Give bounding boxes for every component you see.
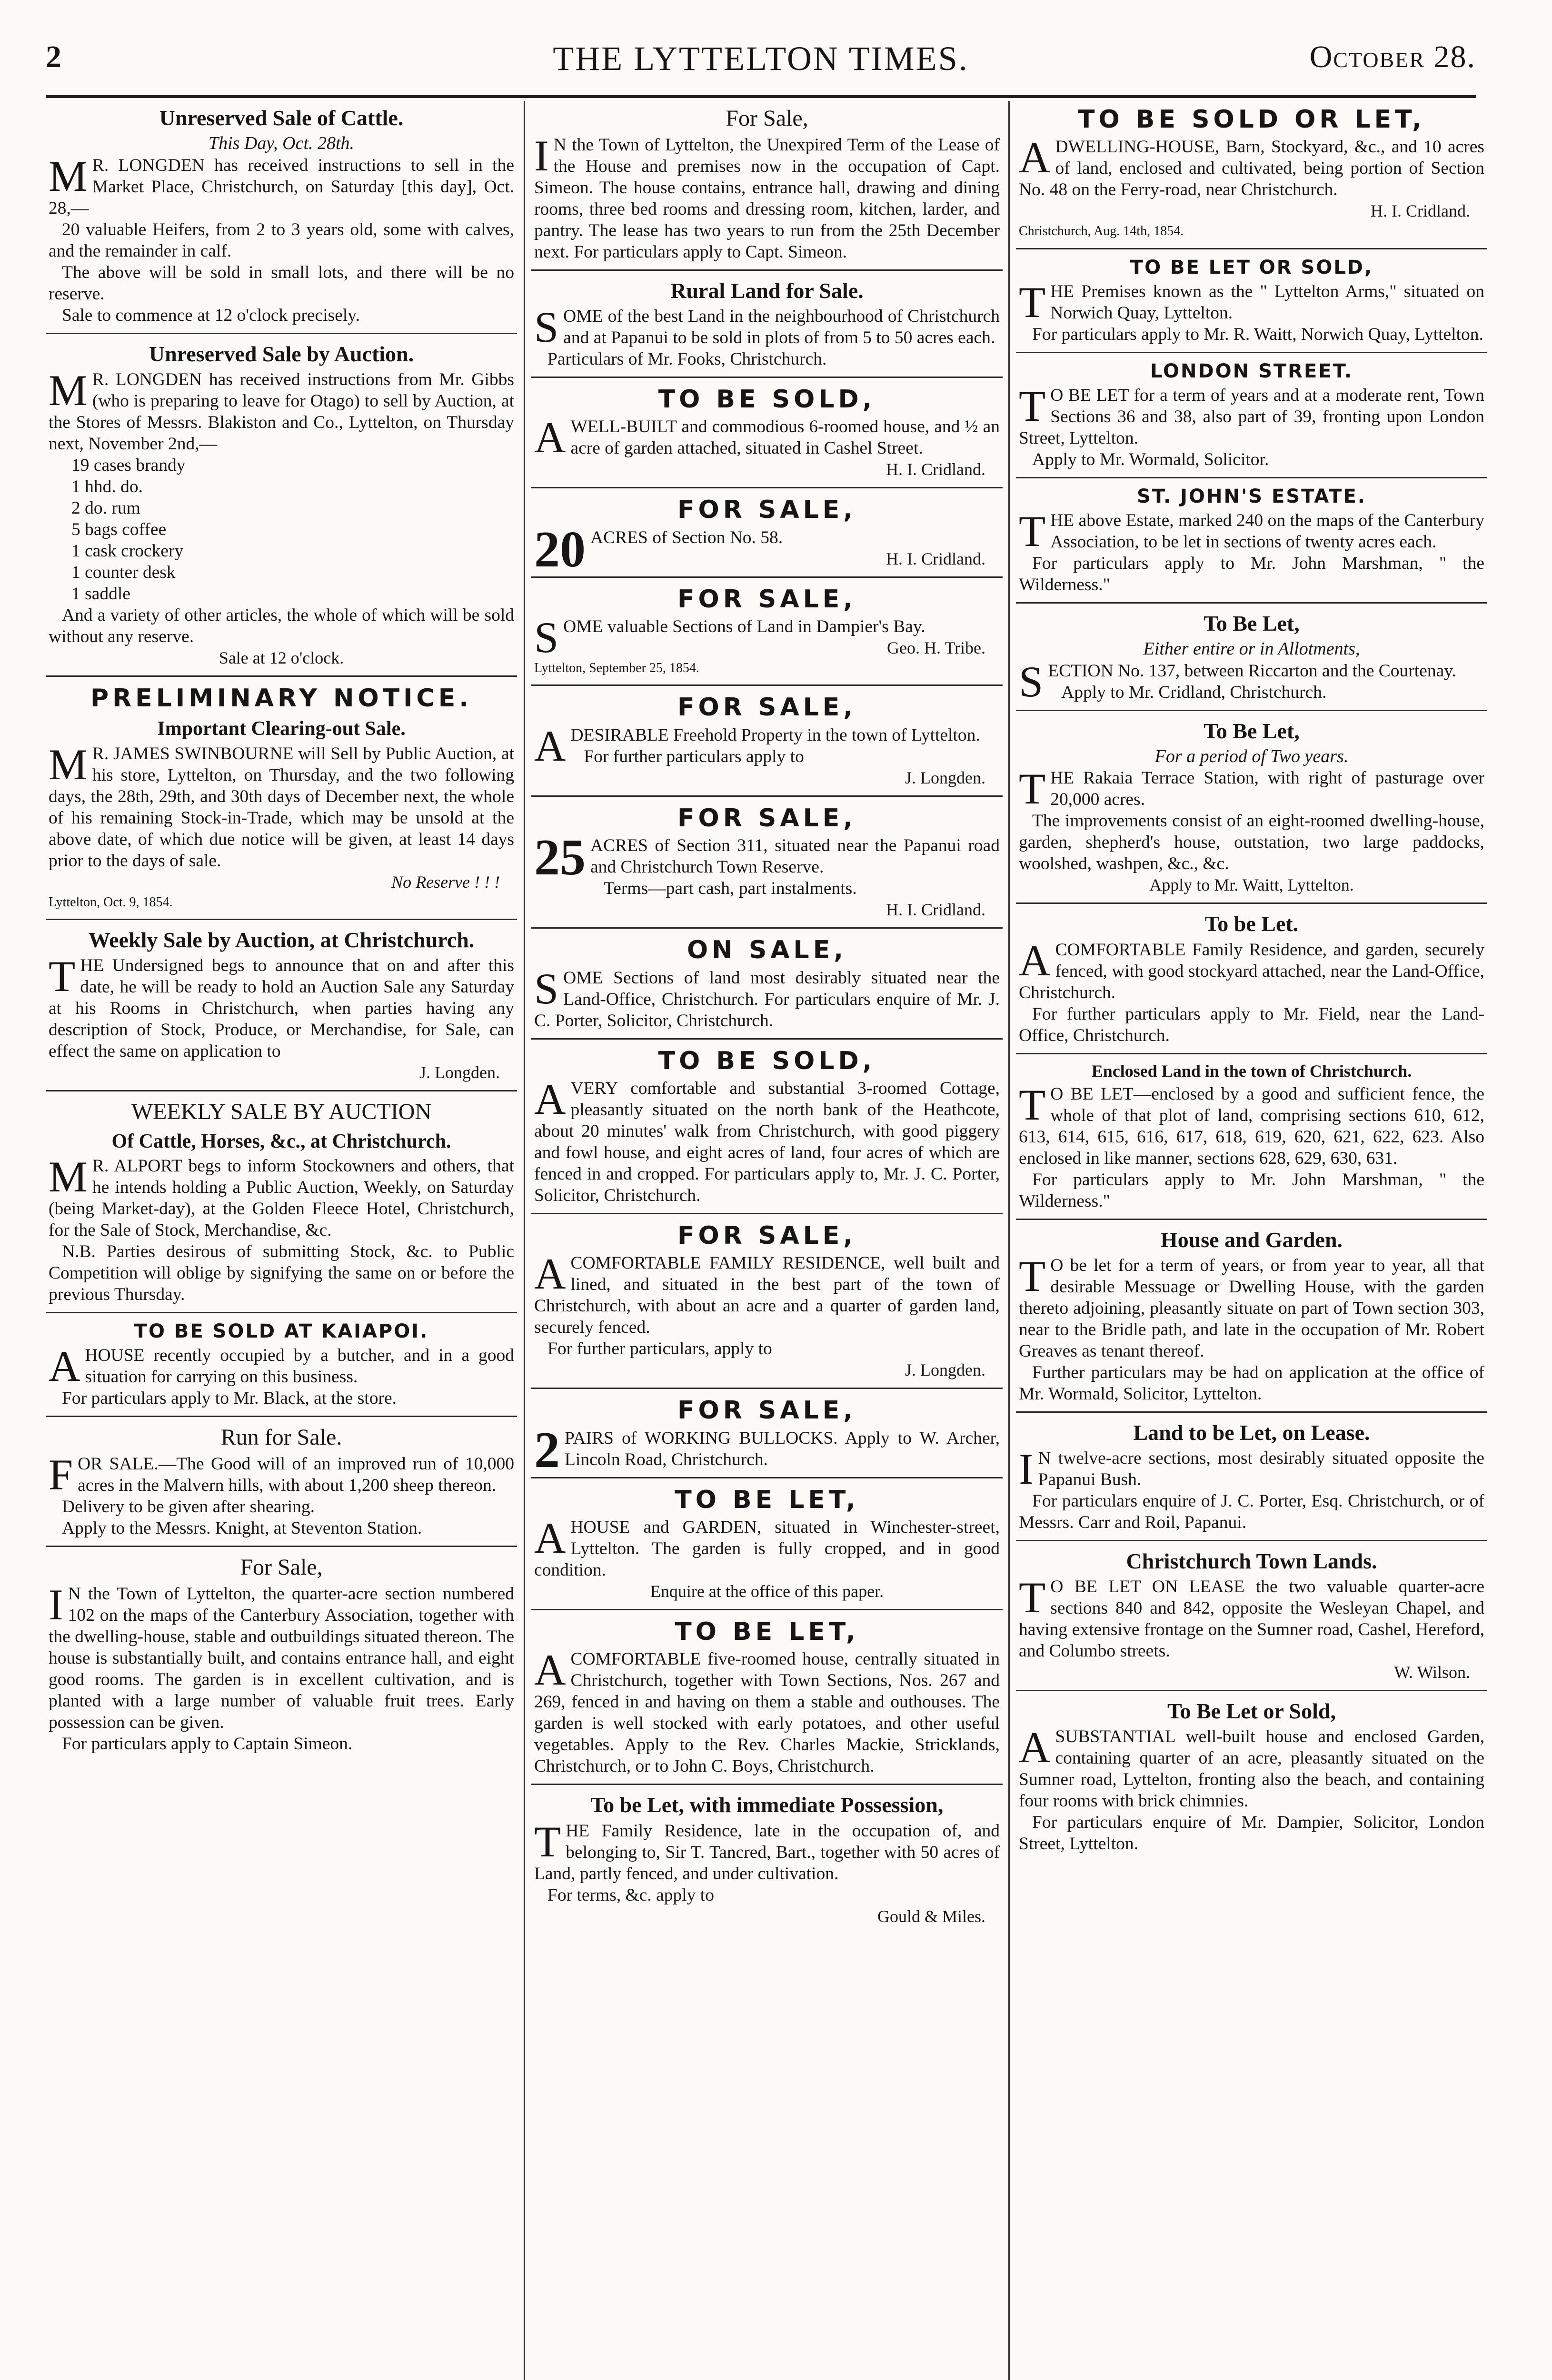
ad-cottage-heathcote <box>531 1046 1003 1214</box>
ad-heading: FOR SALE, <box>677 1221 856 1250</box>
list-item: 2 do. rum <box>71 498 140 518</box>
ad-body <box>534 1252 1000 1338</box>
drop-cap: S <box>534 964 559 1013</box>
ad-body <box>534 131 1000 263</box>
ad-text: Apply to the Messrs. Knight, at Steventon Station. <box>62 1518 422 1538</box>
ad-heading: For Sale, <box>240 1554 323 1580</box>
large-numeral: 20 <box>534 521 586 578</box>
ad-heading: Unreserved Sale by Auction. <box>149 341 414 366</box>
drop-cap: A <box>534 413 566 462</box>
ad-date: Lyttelton, Oct. 9, 1854. <box>49 894 173 910</box>
list-item: 1 cask crockery <box>71 541 184 561</box>
ad-text: For particulars apply to Mr. R. Waitt, Norwich Quay, Lyttelton. <box>1032 324 1483 344</box>
ad-signature: Geo. H. Tribe. <box>886 638 985 657</box>
ad-body <box>1019 1573 1484 1662</box>
ad-signature: W. Wilson. <box>1394 1663 1470 1682</box>
masthead-rule <box>46 95 1476 98</box>
ad-heading: Weekly Sale by Auction, at Christchurch. <box>88 928 475 952</box>
ad-rural-land <box>531 278 1003 378</box>
ad-body <box>1019 506 1484 555</box>
ad-text: VERY comfortable and substantial 3-roomed Cottage, pleasantly situated on the north bank of the Heathcote, about 20 minutes' walk from Christchurch, with good piggery and fowl house, and eight acres of land, four acres of which are fenced in and cropped. For particulars apply to, Mr. J. C. Porter, Solicitor, Christchurch. <box>534 1078 1000 1205</box>
ad-heading: LONDON STREET. <box>1150 360 1353 382</box>
drop-cap: M <box>49 151 88 200</box>
ad-body <box>1019 936 1484 1003</box>
ad-signature: H. I. Cridland. <box>1371 201 1470 221</box>
ad-weekly-sale-christchurch <box>46 927 517 1091</box>
ad-heading: Christchurch Town Lands. <box>1126 1549 1377 1574</box>
drop-cap: I <box>534 131 549 180</box>
ad-text: COMFORTABLE five-roomed house, centrally situated in Christchurch, together with Town Sections, Nos. 267 and 269, fenced in and having on them a stable and outhouses. The garden is well stocked with early potatoes, and other useful vegetables. Apply to the Rev. Charles Mackie, Stricklands, Christchurch, or to John C. Boys, Christchurch. <box>534 1649 1000 1776</box>
drop-cap: S <box>534 613 559 662</box>
ad-family-residence <box>531 1221 1003 1389</box>
column-2 <box>531 101 1003 1941</box>
ad-text: N the Town of Lyttelton, the quarter-acre section numbered 102 on the maps of the Canterbury Association, together with the dwelling-house, stable and outbuildings situated thereon. The house is substantially built, and contains entrance hall, and eight good rooms. The garden is in excellent cultivation, and is planted with a large number of valuable fruit trees. Early possession can be given. <box>49 1584 514 1732</box>
ad-to-be-sold-cashel <box>531 385 1003 488</box>
ad-on-sale <box>531 935 1003 1039</box>
ad-immediate-possession <box>531 1792 1003 1934</box>
ad-dampiers-bay <box>531 585 1003 686</box>
ad-text: For particulars apply to Mr. Black, at the store. <box>62 1388 397 1408</box>
ad-heading: FOR SALE, <box>677 585 856 614</box>
column-3 <box>1016 101 1487 1868</box>
drop-cap: M <box>49 1152 88 1201</box>
drop-cap: A <box>534 1646 566 1695</box>
drop-cap: T <box>1019 1251 1046 1300</box>
ad-text: HOUSE recently occupied by a butcher, and in a good situation for carrying on this business. <box>85 1346 514 1387</box>
list-item: 19 cases brandy <box>71 455 186 475</box>
ad-body <box>1019 1445 1484 1494</box>
ad-text: R. LONGDEN has received instructions to sell in the Market Place, Christchurch, on Saturday [this day], Oct. 28,— <box>49 155 514 218</box>
ad-st-johns-estate <box>1016 485 1487 604</box>
ad-land-on-lease <box>1016 1419 1487 1541</box>
ad-body <box>534 1648 1000 1777</box>
drop-cap: A <box>534 1074 566 1123</box>
ad-heading: To Be Let, <box>1204 718 1300 743</box>
ad-body <box>1019 1723 1484 1812</box>
ad-text: HE Family Residence, late in the occupation of, and belonging to, Sir T. Tancred, Bart., together with 50 acres of Land, partly fenced, and under cultivation. <box>534 1821 1000 1884</box>
ad-text: O BE LET for a term of years and at a moderate rent, Town Sections 36 and 38, also part of 39, fronting upon London Street, Lyttelton. <box>1019 385 1484 448</box>
ad-subheading: For a period of Two years. <box>1154 746 1349 766</box>
ad-signature: H. I. Cridland. <box>886 900 985 920</box>
drop-cap: T <box>49 952 76 1001</box>
ad-body <box>49 1152 514 1241</box>
ad-text: The improvements consist of an eight-roomed dwelling-house, garden, shepherd's house, outstation, two large paddocks, woolshed, washpen, &c., &c. <box>1019 811 1484 874</box>
ad-text: R. JAMES SWINBOURNE will Sell by Public Auction, at his store, Lyttelton, on Thursday, and the two following days, the 28th, 29th, and 30th days of December next, the whole of his remaining Stock-in-Trade, which may be unsold at the above date, of which due notice will be given, at least 14 days prior to the days of sale. <box>49 744 514 871</box>
ad-heading: To Be Let or Sold, <box>1167 1699 1336 1724</box>
ad-heading: FOR SALE, <box>677 496 856 525</box>
ad-text: Particulars of Mr. Fooks, Christchurch. <box>547 349 827 369</box>
ad-body <box>49 151 514 219</box>
ad-heading: Rural Land for Sale. <box>670 278 864 303</box>
ad-text: PAIRS of WORKING BULLOCKS. Apply to W. Archer, Lincoln Road, Christchurch. <box>565 1428 1000 1469</box>
drop-cap: T <box>1019 381 1046 430</box>
drop-cap: T <box>1019 506 1046 555</box>
ad-text: Sale at 12 o'clock. <box>219 648 344 667</box>
drop-cap: M <box>49 740 88 789</box>
ad-text: Enquire at the office of this paper. <box>650 1582 884 1601</box>
ad-preliminary-notice <box>46 684 517 920</box>
ad-text: COMFORTABLE FAMILY RESIDENCE, well built and lined, and situated in the best part of the town of Christchurch, with about an acre and a quarter of garden land, securely fenced. <box>534 1253 1000 1338</box>
ad-heading: ST. JOHN'S ESTATE. <box>1137 485 1366 507</box>
ad-heading: TO BE LET, <box>675 1485 859 1514</box>
ad-date: Christchurch, Aug. 14th, 1854. <box>1019 224 1184 239</box>
ad-body <box>1019 133 1484 200</box>
ad-text: ECTION No. 137, between Riccarton and the Courtenay. <box>1048 661 1456 681</box>
ad-body <box>49 1342 514 1391</box>
ad-house-and-garden <box>1016 1227 1487 1413</box>
ad-heading: TO BE SOLD OR LET, <box>1078 105 1425 134</box>
ad-text: HE above Estate, marked 240 on the maps of the Canterbury Association, to be let in sections of twenty acres each. <box>1050 510 1484 552</box>
drop-cap: I <box>1019 1445 1034 1494</box>
ad-text: For particulars apply to Captain Simeon. <box>62 1734 353 1754</box>
ad-heading: ON SALE, <box>687 936 847 965</box>
ad-body <box>534 1817 1000 1884</box>
drop-cap: T <box>1019 764 1046 813</box>
ad-unreserved-auction <box>46 341 517 677</box>
ad-text: OR SALE.—The Good will of an improved run of 10,000 acres in the Malvern hills, with about 1,200 sheep thereon. <box>78 1454 514 1495</box>
ad-signature: H. I. Cridland. <box>886 549 985 568</box>
ad-rakaia-station <box>1016 718 1487 904</box>
ad-body <box>1019 764 1484 813</box>
drop-cap: M <box>49 366 88 415</box>
ad-heading: Enclosed Land in the town of Christchurch. <box>1091 1061 1412 1081</box>
ad-text: For terms, &c. apply to <box>547 1885 714 1905</box>
ad-heading: To Be Let, <box>1204 611 1300 635</box>
column-1 <box>46 101 517 1768</box>
ad-heading: To be Let, with immediate Possession, <box>590 1793 944 1817</box>
drop-cap: A <box>534 1514 566 1563</box>
ad-kaiapoi <box>46 1320 517 1417</box>
ad-text: For further particulars apply to Mr. Field, near the Land-Office, Christchurch. <box>1019 1004 1484 1045</box>
ad-text: No Reserve ! ! ! <box>391 872 500 892</box>
ad-signature: J. Longden. <box>905 768 985 787</box>
ad-body <box>534 1074 1000 1206</box>
drop-cap: F <box>49 1450 73 1499</box>
ad-text: For particulars apply to Mr. John Marshman, " the Wilderness." <box>1019 553 1484 595</box>
ad-body <box>534 302 1000 351</box>
ad-subheading: Important Clearing-out Sale. <box>157 718 406 740</box>
masthead <box>46 39 1476 91</box>
ad-text: COMFORTABLE Family Residence, and garden, securely fenced, with good stockyard attached, near the Land-Office, Christchurch. <box>1019 940 1484 1002</box>
large-numeral: 25 <box>534 829 586 886</box>
large-numeral: 2 <box>534 1421 560 1478</box>
ad-section-137 <box>1016 610 1487 711</box>
drop-cap: A <box>1019 133 1051 182</box>
ad-text: Further particulars may be had on application at the office of Mr. Wormald, Solicitor, Lyttelton. <box>1019 1362 1484 1404</box>
ad-signature: H. I. Cridland. <box>886 460 985 479</box>
ad-heading: Run for Sale. <box>220 1425 342 1450</box>
newspaper-title: THE LYTTELTON TIMES. <box>553 40 969 78</box>
ad-twenty-acres <box>531 495 1003 577</box>
drop-cap: A <box>1019 936 1051 985</box>
drop-cap: I <box>49 1580 63 1629</box>
ad-run-for-sale <box>46 1424 517 1547</box>
ad-freehold-property <box>531 693 1003 796</box>
ad-text: OME valuable Sections of Land in Dampier's Bay. <box>563 616 925 636</box>
ad-body <box>1019 278 1484 327</box>
ad-text: HE Rakaia Terrace Station, with right of pasturage over 20,000 acres. <box>1050 768 1484 810</box>
ad-text: For particulars apply to Mr. John Marshman, " the Wilderness." <box>1019 1170 1484 1211</box>
ad-heading: TO BE SOLD, <box>658 385 876 414</box>
ad-body <box>534 1421 1000 1478</box>
ad-heading: To be Let. <box>1204 912 1299 936</box>
ad-subheading: This Day, Oct. 28th. <box>208 133 355 154</box>
ad-body <box>534 1514 1000 1581</box>
ad-comfortable-residence <box>1016 911 1487 1054</box>
ad-text: N the Town of Lyttelton, the Unexpired Term of the Lease of the House and premises now in the occupation of Capt. Simeon. The house contains, entrance hall, drawing and dining rooms, three bed rooms and dressing room, kitchen, larder, and pantry. The lease has two years to run from the 25th December next. For particulars apply to Capt. Simeon. <box>534 135 1000 262</box>
ad-text: ACRES of Section 311, situated near the Papanui road and Christchurch Town Reserve. <box>590 836 1000 877</box>
ad-text: 20 valuable Heifers, from 2 to 3 years old, some with calves, and the remainder in calf. <box>49 219 514 261</box>
ad-body <box>49 366 514 455</box>
ad-heading: FOR SALE, <box>677 693 856 722</box>
ad-heading: TO BE SOLD, <box>658 1046 876 1075</box>
ad-text: HE Premises known as the " Lyttelton Arms," situated on Norwich Quay, Lyttelton. <box>1050 281 1484 323</box>
ad-text: O BE LET—enclosed by a good and sufficient fence, the whole of that plot of land, comprising sections 610, 612, 613, 614, 615, 616, 617, 618, 619, 620, 621, 622, 623. Also enclosed in like manner, sections 628, 629, 630, 631. <box>1019 1084 1484 1168</box>
ad-five-roomed-house <box>531 1617 1003 1785</box>
ad-text: DESIRABLE Freehold Property in the town of Lyttelton. <box>570 725 980 745</box>
ad-text: Apply to Mr. Waitt, Lyttelton. <box>1149 875 1354 895</box>
ad-signature: J. Longden. <box>905 1360 985 1380</box>
ad-lyttelton-arms <box>1016 256 1487 353</box>
ad-text: O be let for a term of years, or from year to year, all that desirable Messuage or Dwelling House, with the garden thereto adjoining, pleasantly situate on part of Town section 303, near to the Bridle path, and late in the occupation of Mr. Robert Greaves as tenant thereof. <box>1019 1255 1484 1361</box>
drop-cap: A <box>49 1342 80 1391</box>
ad-subheading: Either entire or in Allotments, <box>1143 638 1360 659</box>
ad-twenty-five-acres <box>531 803 1003 929</box>
ad-date: Lyttelton, September 25, 1854. <box>534 660 699 675</box>
ad-text: ACRES of Section No. 58. <box>590 527 783 547</box>
ad-body <box>49 1450 514 1499</box>
ad-text: For further particulars apply to <box>584 746 804 766</box>
ad-text: For particulars enquire of Mr. Dampier, Solicitor, London Street, Lyttelton. <box>1019 1813 1484 1854</box>
drop-cap: T <box>1019 1573 1046 1622</box>
ad-house-and-garden-winchester <box>531 1485 1003 1610</box>
ad-text: SUBSTANTIAL well-built house and enclosed Garden, containing quarter of an acre, pleasantly situated on the Sumner road, Lyttelton, fronting also the beach, and containing four rooms with brick chimnies. <box>1019 1727 1484 1811</box>
ad-text: Terms—part cash, part instalments. <box>604 879 857 899</box>
drop-cap: S <box>534 302 559 351</box>
ad-text: For further particulars, apply to <box>547 1339 772 1359</box>
ad-text: DWELLING-HOUSE, Barn, Stockyard, &c., and 10 acres of land, enclosed and cultivated, being portion of Section No. 48 on the Ferry-road, near Christchurch. <box>1019 137 1484 200</box>
drop-cap: T <box>1019 1080 1046 1129</box>
ad-text: N.B. Parties desirous of submitting Stock, &c. to Public Competition will oblige by signifying the same on or before the previous Thursday. <box>49 1242 514 1305</box>
ad-text: WELL-BUILT and commodious 6-roomed house, and ½ an acre of garden attached, situated in Cashel Street. <box>570 417 1000 458</box>
ad-body <box>534 964 1000 1031</box>
drop-cap: A <box>534 721 566 770</box>
drop-cap: A <box>1019 1723 1051 1772</box>
list-item: 5 bags coffee <box>71 519 167 539</box>
ad-text: Apply to Mr. Wormald, Solicitor. <box>1032 449 1269 469</box>
ad-sold-or-let-dwelling <box>1016 105 1487 249</box>
ad-unreserved-cattle <box>46 105 517 334</box>
ad-text: Apply to Mr. Cridland, Christchurch. <box>1061 682 1327 702</box>
ad-body <box>1019 381 1484 449</box>
ad-body <box>534 829 1000 886</box>
issue-date: October 28. <box>1309 40 1476 74</box>
ad-enclosed-land <box>1016 1061 1487 1220</box>
drop-cap: T <box>534 1817 561 1866</box>
ad-signature: J. Longden. <box>419 1063 500 1082</box>
ad-let-or-sold-sumner <box>1016 1698 1487 1861</box>
ad-signature: Gould & Miles. <box>877 1906 985 1926</box>
page-number: 2 <box>46 40 61 74</box>
ad-text: For particulars enquire of J. C. Porter, Esq. Christchurch, or of Messrs. Carr and Roil, Papanui. <box>1019 1491 1484 1533</box>
ad-text: OME Sections of land most desirably situated near the Land-Office, Christchurch. For particulars enquire of Mr. J. C. Porter, Solicitor, Christchurch. <box>534 968 1000 1031</box>
ad-heading: TO BE LET OR SOLD, <box>1130 256 1373 278</box>
ad-body <box>49 740 514 872</box>
list-item: 1 hhd. do. <box>71 476 143 496</box>
ad-heading: Unreserved Sale of Cattle. <box>159 106 404 130</box>
ad-text: OME of the best Land in the neighbourhood of Christchurch and at Papanui to be sold in plots of from 5 to 50 acres each. <box>563 306 1000 347</box>
ad-london-street <box>1016 360 1487 478</box>
list-item: 1 saddle <box>71 584 130 604</box>
ad-weekly-sale-alport <box>46 1098 517 1313</box>
drop-cap: A <box>534 1250 566 1299</box>
drop-cap: T <box>1019 278 1046 327</box>
ad-text: Delivery to be given after shearing. <box>62 1497 315 1517</box>
ad-text: And a variety of other articles, the whole of which will be sold without any reserve. <box>49 605 514 646</box>
ad-body <box>49 952 514 1062</box>
ad-unexpired-lease <box>531 105 1003 271</box>
ad-subheading: Of Cattle, Horses, &c., at Christchurch. <box>111 1130 451 1152</box>
ad-heading: Land to be Let, on Lease. <box>1133 1420 1370 1445</box>
ad-heading: TO BE SOLD AT KAIAPOI. <box>134 1320 429 1343</box>
ad-heading: FOR SALE, <box>677 1396 856 1425</box>
ad-heading: FOR SALE, <box>677 803 856 833</box>
ad-text: O BE LET ON LEASE the two valuable quarter-acre sections 840 and 842, opposite the Wesleyan Chapel, and having extensive frontage on the Sumner road, Cashel, Hereford, and Columbo streets. <box>1019 1577 1484 1661</box>
ad-for-sale-lyttelton <box>46 1554 517 1761</box>
column-divider <box>524 101 525 2380</box>
ad-bullocks <box>531 1396 1003 1478</box>
ad-text: N twelve-acre sections, most desirably situated opposite the Papanui Bush. <box>1038 1448 1484 1490</box>
ad-text: HE Undersigned begs to announce that on and after this date, he will be ready to hold an Auction Sale any Saturday at his Rooms in Christchurch, when parties having any description of Stock, Produce, or Merchandise, for Sale, can effect the same on application to <box>49 956 514 1061</box>
ad-heading: WEEKLY SALE BY AUCTION <box>131 1099 432 1125</box>
ad-heading: For Sale, <box>726 106 808 131</box>
ad-body <box>1019 1080 1484 1169</box>
ad-body <box>1019 1251 1484 1362</box>
ad-text: R. LONGDEN has received instructions from Mr. Gibbs (who is preparing to leave for Otago) to sell by Auction, at the Stores of Messrs. Blakiston and Co., Lyttelton, on Thursday next, November 2nd,— <box>49 369 514 454</box>
ad-body <box>49 1580 514 1733</box>
ad-christchurch-town-lands <box>1016 1548 1487 1691</box>
ad-text: R. ALPORT begs to inform Stockowners and others, that he intends holding a Public Auction, Weekly, on Saturday (being Market-day), at the Golden Fleece Hotel, Christchurch, for the Sale of Stock, Merchandise, &c. <box>49 1156 514 1240</box>
ad-text: HOUSE and GARDEN, situated in Winchester-street, Lyttelton. The garden is fully cropped, and in good condition. <box>534 1517 1000 1580</box>
drop-cap: S <box>1019 657 1044 706</box>
ad-body <box>534 413 1000 462</box>
ad-heading: TO BE LET, <box>675 1617 859 1646</box>
column-divider <box>1008 101 1010 2380</box>
ad-heading: House and Garden. <box>1160 1227 1343 1252</box>
ad-heading: PRELIMINARY NOTICE. <box>90 684 472 713</box>
list-item: 1 counter desk <box>71 562 176 582</box>
ad-text: The above will be sold in small lots, and there will be no reserve. <box>49 262 514 304</box>
ad-text: Sale to commence at 12 o'clock precisely. <box>62 305 360 325</box>
